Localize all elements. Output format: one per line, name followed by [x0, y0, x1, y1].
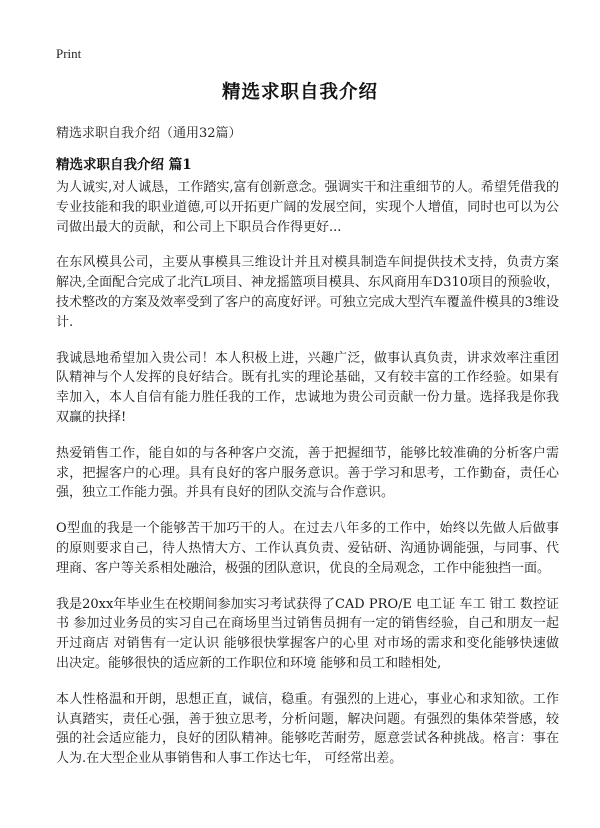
document-body	[56, 178, 559, 785]
paragraph: 热爱销售工作，能自如的与各种客户交流，善于把握细节，能够比较准确的分析客户需求，把握客户的心理。具有良好的客户服务意识。善于学习和思考，工作勤奋，责任心强，独立工作能力强。并具有良好的团队交流与合作意识。	[56, 445, 559, 501]
paragraph: 在东风模具公司，主要从事模具三维设计并且对模具制造车间提供技术支持，负责方案解决,全面配合完成了北汽L项目、神龙摇篮项目模具、东风商用车D310项目的预验收，技术整改的方案及效率受到了客户的高度好评。可独立完成大型汽车覆盖件模具的3维设计.	[56, 255, 560, 330]
paragraph: 我是20xx年毕业生在校期间参加实习考试获得了CAD PRO/E 电工证 车工 钳工 数控证书 参加过业务员的实习自己在商场里当过销售员拥有一定的销售经验，自己和朋友一起开过商店 对销售有一定认识 能够很快掌握客户的心里 对市场的需求和变化能够快速做出决定。能够很快的适应新的工作职位和环境 能够和员工和睦相处,	[56, 596, 559, 671]
paragraph: O型血的我是一个能够苦干加巧干的人。在过去八年多的工作中，始终以先做人后做事的原则要求自己，待人热情大方、工作认真负责、爱钻研、沟通协调能强，与同事、代理商、客户等关系相处融洽，极强的团队意识，优良的全局观念，工作中能独挡一面。	[56, 521, 559, 576]
paragraph: 本人性格温和开朗，思想正直，诚信，稳重。有强烈的上进心，事业心和求知欲。工作认真踏实，责任心强，善于独立思考，分析问题，解决问题。有强烈的集体荣誉感，较强的社会适应能力，良好的团队精神。能够吃苦耐劳，愿意尝试各种挑战。格言：事在人为.在大型企业从事销售和人事工作达七年， 可经常出差。	[56, 691, 559, 767]
document-subtitle: 精选求职自我介绍（通用32篇）	[56, 126, 242, 141]
paragraph: 我诚恳地希望加入贵公司！本人积极上进，兴趣广泛，做事认真负责，讲求效率注重团队精神与个人发挥的良好结合。既有扎实的理论基础，又有较丰富的工作经验。如果有幸加入，本人自信有能力胜任我的工作，忠诚地为贵公司贡献一份力量。选择我是你我双赢的抉择!	[56, 350, 559, 425]
page-title: 精选求职自我介绍	[221, 82, 378, 103]
section-heading: 精选求职自我介绍 篇1	[56, 157, 192, 173]
print-link[interactable]: Print	[56, 46, 82, 61]
paragraph: 为人诚实,对人诚恳，工作踏实,富有创新意念。强调实干和注重细节的人。希望凭借我的专业技能和我的职业道德,可以开拓更广阔的发展空间，实现个人增值，同时也可以为公司做出最大的贡献，和公司上下职员合作得更好...	[56, 180, 559, 235]
